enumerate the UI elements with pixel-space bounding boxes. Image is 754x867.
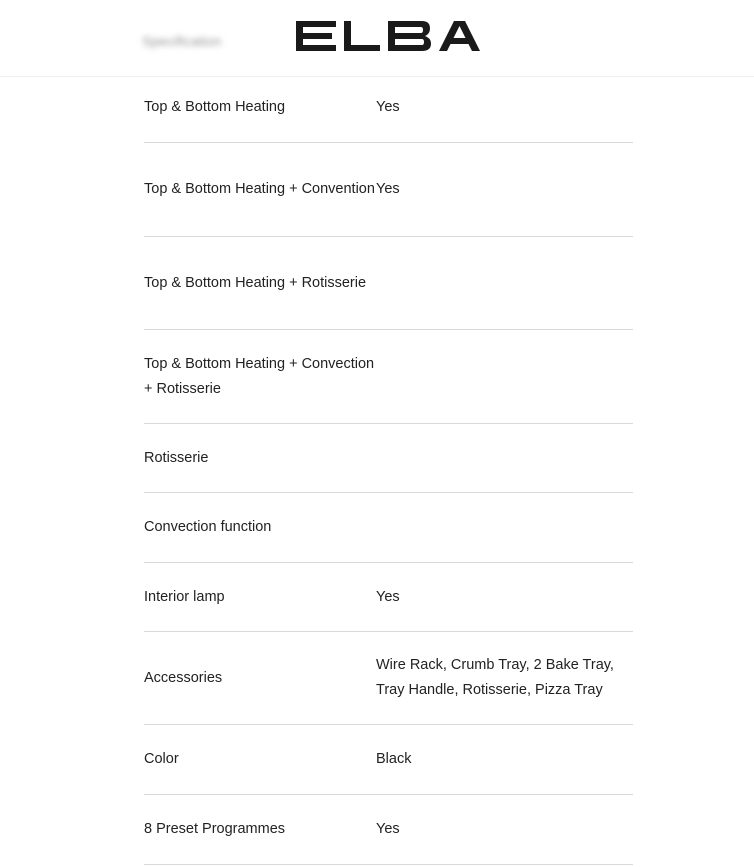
spec-row [144,493,633,563]
spec-label: Color [144,751,179,767]
spec-value: Yes [376,821,400,837]
spec-label: Convection function [144,519,272,535]
spec-row [144,143,633,237]
spec-row [144,73,633,143]
spec-row [144,237,633,330]
spec-row [144,725,633,795]
spec-label: 8 Preset Programmes [144,821,286,837]
header-blurred-label: Specification [142,33,222,49]
elba-logo[interactable] [296,21,480,56]
spec-row [144,424,633,493]
spec-row [144,563,633,632]
elba-logo-graphic [296,21,480,51]
spec-value: Black [376,751,412,767]
site-header [0,0,754,77]
spec-value: Yes [376,588,400,605]
spec-label: Top & Bottom Heating + Convention [144,181,375,197]
spec-table [144,73,633,865]
spec-label: Rotisserie [144,449,209,466]
spec-value: Yes [376,181,400,197]
spec-value: Yes [376,99,400,115]
spec-label: Accessories [144,669,223,686]
spec-label: Top & Bottom Heating [144,99,286,115]
spec-row [144,632,633,725]
spec-label: Top & Bottom Heating + Rotisserie [144,274,367,291]
spec-row [144,330,633,424]
spec-row [144,795,633,865]
spec-value: Wire Rack, Crumb Tray, 2 Bake Tray, Tray Handle, Rotisserie, Pizza Tray [376,657,614,698]
spec-label: Interior lamp [144,588,225,605]
spec-label: Top & Bottom Heating + Convection + Rotisserie [144,355,375,397]
